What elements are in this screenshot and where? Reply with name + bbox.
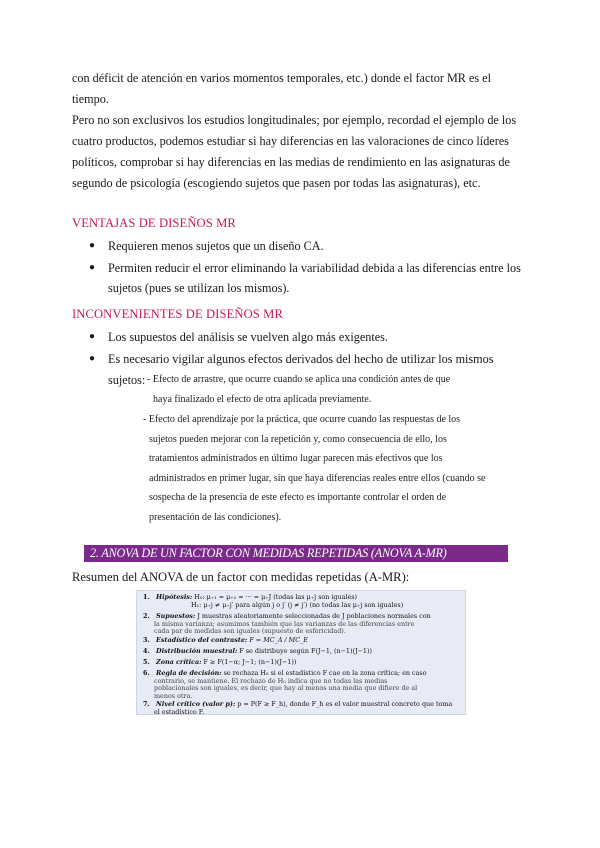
sujetos-label: sujetos: bbox=[108, 373, 146, 387]
list-item-text: Permiten reducir el error eliminando la variabilidad debida a las diferencias entre los sujetos (pues se utilizan los mismos). bbox=[108, 261, 521, 295]
summary-item-6 bbox=[143, 670, 459, 700]
intro-line-2: tiempo. bbox=[72, 92, 109, 106]
item-number: 3. bbox=[143, 636, 150, 644]
bullet-icon: ● bbox=[89, 331, 96, 342]
list-item bbox=[72, 327, 532, 347]
effect-2-line-5: sospecha de la presencia de este efecto es importante controlar el orden de bbox=[149, 492, 447, 503]
item-number: 6. bbox=[143, 669, 150, 677]
intro-para2-line-2: cuatro productos, podemos estudiar si hay diferencias en las valoraciones de cinco líderes bbox=[72, 134, 509, 148]
item-number: 7. bbox=[143, 700, 150, 708]
item-text: J muestras aleatoriamente seleccionadas de J poblaciones normales con bbox=[197, 612, 431, 620]
anova-summary-figure bbox=[136, 590, 466, 715]
item-text: la misma varianza; asumimos también que las varianzas de las diferencias entre bbox=[154, 619, 415, 628]
inconvenientes-list bbox=[72, 327, 532, 371]
item-text: F ≥ F(1−α; J−1; (n−1)(J−1)) bbox=[203, 658, 297, 666]
item-label: Nivel crítico (valor p): bbox=[156, 700, 236, 708]
effect-2-line-1: - Efecto del aprendizaje por la práctica, que ocurre cuando las respuestas de los bbox=[143, 414, 461, 425]
ventajas-list bbox=[72, 236, 532, 300]
effect-1-line-1: - Efecto de arrastre, que ocurre cuando se aplica una condición antes de que bbox=[147, 374, 451, 385]
item-number: 2. bbox=[143, 612, 150, 620]
inconvenientes-heading: INCONVENIENTES DE DISEÑOS MR bbox=[72, 307, 283, 321]
item-text: cada par de medidas son iguales (supuesto de esfericidad). bbox=[154, 627, 346, 636]
bullet-icon: ● bbox=[89, 262, 96, 273]
list-item bbox=[72, 349, 532, 369]
summary-item-7 bbox=[143, 701, 459, 715]
item-label: Zona crítica: bbox=[156, 658, 202, 666]
list-item-text: Requieren menos sujetos que un diseño CA. bbox=[108, 239, 324, 253]
item-text: poblacionales son iguales, es decir, que hay al menos una media que difiere de al bbox=[154, 684, 418, 693]
list-item-text: Es necesario vigilar algunos efectos derivados del hecho de utilizar los mismos bbox=[108, 352, 494, 366]
section-2-title: 2. ANOVA DE UN FACTOR CON MEDIDAS REPETIDAS (ANOVA A-MR) bbox=[84, 545, 508, 562]
item-label: Estadístico del contraste: bbox=[156, 636, 248, 644]
ventajas-heading: VENTAJAS DE DISEÑOS MR bbox=[72, 216, 236, 230]
item-text: menos otra. bbox=[154, 691, 193, 700]
item-label: Distribución muestral: bbox=[156, 647, 238, 655]
item-text: p = P(F ≥ F_h), donde F_h es el valor muestral concreto que toma bbox=[237, 700, 453, 708]
effect-2-line-2: sujetos pueden mejorar con la repetición y, como consecuencia de ello, los bbox=[149, 434, 447, 445]
item-number: 5. bbox=[143, 658, 150, 666]
item-label: Supuestos: bbox=[156, 612, 196, 620]
bullet-icon: ● bbox=[89, 240, 96, 251]
item-text: H₀: μ₊₁ = μ₊₂ = ··· = μ₊J (todas las μ₊j son iguales) bbox=[194, 593, 358, 601]
item-label: Hipótesis: bbox=[156, 593, 193, 601]
item-label: Regla de decisión: bbox=[156, 669, 222, 677]
bullet-icon: ● bbox=[89, 353, 96, 364]
intro-para2-line-4: segundo de psicología (escogiendo sujetos que pasen por todas las asignaturas), etc. bbox=[72, 176, 481, 190]
item-text: el estadístico F. bbox=[154, 707, 205, 715]
item-text: contrario, se mantiene. El rechazo de H₀ indica que no todas las medias bbox=[154, 676, 388, 685]
intro-line-1: con déficit de atención en varios momentos temporales, etc.) donde el factor MR es el bbox=[72, 71, 491, 85]
summary-item-3 bbox=[143, 637, 459, 645]
list-item bbox=[72, 258, 532, 298]
item-text: F = MC_A / MC_E bbox=[249, 636, 308, 644]
intro-para2-line-3: políticos, comprobar si hay diferencias en las medias de rendimiento en las asignaturas de bbox=[72, 155, 510, 169]
list-item-text: Los supuestos del análisis se vuelven algo más exigentes. bbox=[108, 330, 388, 344]
effect-2-line-3: tratamientos administrados en último lugar parecen más efectivos que los bbox=[149, 453, 443, 464]
effect-2-line-4: administrados en primer lugar, sin que haya diferencias reales entre ellos (cuando se bbox=[149, 473, 486, 484]
item-number: 1. bbox=[143, 593, 150, 601]
summary-intro: Resumen del ANOVA de un factor con medidas repetidas (A-MR): bbox=[72, 570, 410, 584]
summary-item-1 bbox=[143, 594, 459, 609]
intro-para2-line-1: Pero no son exclusivos los estudios longitudinales; por ejemplo, recordad el ejemplo de los bbox=[72, 113, 517, 127]
item-text: H₁: μ₊j ≠ μ₊j′ para algún j o j′ (j ≠ j′) (no todas las μ₊j son iguales) bbox=[191, 600, 404, 609]
effect-2-line-6: presentación de las condiciones). bbox=[149, 512, 282, 523]
item-text: se rechaza H₀ si el estadístico F cae en la zona crítica; en caso bbox=[223, 669, 427, 677]
effect-1-line-2: haya finalizado el efecto de otra aplicada previamente. bbox=[153, 394, 372, 405]
summary-item-2 bbox=[143, 613, 459, 636]
summary-item-4 bbox=[143, 648, 459, 656]
list-item bbox=[72, 236, 532, 256]
item-text: F se distribuye según F(J−1, (n−1)(J−1)) bbox=[239, 647, 372, 655]
summary-item-5 bbox=[143, 659, 459, 667]
item-number: 4. bbox=[143, 647, 150, 655]
